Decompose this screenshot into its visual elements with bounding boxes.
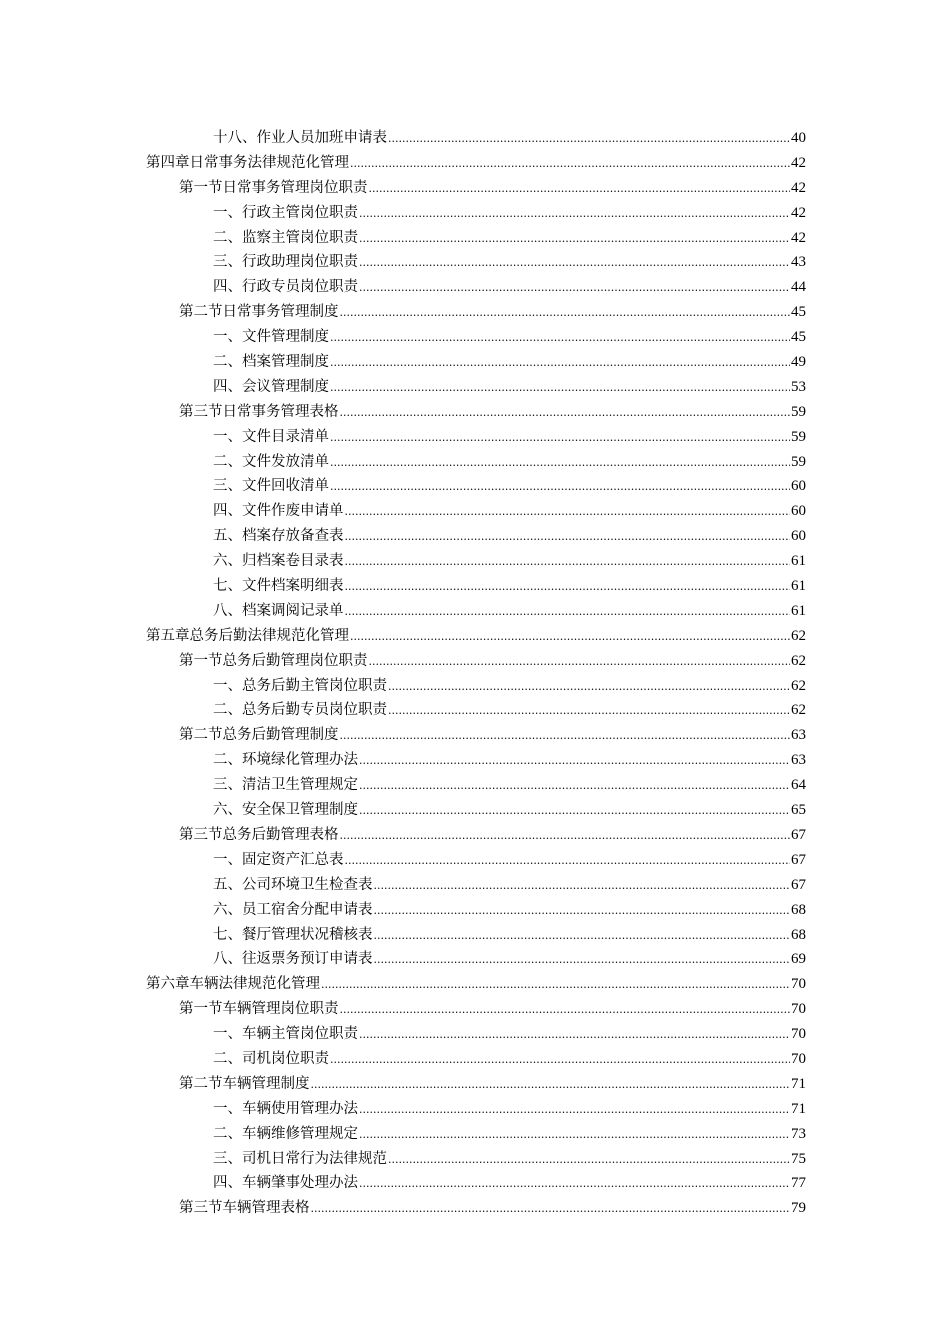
toc-entry[interactable] <box>146 499 806 524</box>
toc-entry-page-number: 49 <box>791 354 806 371</box>
toc-entry-page-number: 67 <box>791 876 806 893</box>
dot-leader <box>374 899 791 924</box>
toc-entry[interactable] <box>146 1047 806 1072</box>
dot-leader <box>359 1123 790 1148</box>
toc-entry-page-number: 63 <box>791 752 806 769</box>
toc-entry-page-number: 44 <box>791 279 806 296</box>
toc-entry-title: 总务后勤管理制度 <box>222 727 339 744</box>
toc-entry-prefix: 四、 <box>213 279 242 296</box>
toc-entry-prefix: 二、 <box>213 1125 242 1142</box>
dot-leader <box>350 152 790 177</box>
toc-entry-title: 行政助理岗位职责 <box>242 254 358 271</box>
toc-entry-title: 环境绿化管理办法 <box>242 752 358 769</box>
dot-leader <box>345 575 791 600</box>
toc-entry-page-number: 42 <box>791 179 806 196</box>
dot-leader <box>340 824 791 849</box>
toc-entry[interactable] <box>146 549 806 574</box>
dot-leader <box>340 998 791 1023</box>
toc-entry-prefix: 一、 <box>213 329 242 346</box>
toc-entry-prefix: 八、 <box>213 951 242 968</box>
toc-entry-prefix: 第三节 <box>179 403 223 420</box>
toc-entry-page-number: 70 <box>791 1001 806 1018</box>
toc-entry-title: 日常事务管理制度 <box>222 304 339 321</box>
dot-leader <box>359 1098 790 1123</box>
toc-entry-page-number: 69 <box>791 951 806 968</box>
toc-entry-page-number: 63 <box>791 727 806 744</box>
dot-leader <box>340 301 791 326</box>
dot-leader <box>330 351 790 376</box>
dot-leader <box>350 625 790 650</box>
toc-entry-page-number: 43 <box>791 254 806 271</box>
toc-entry-title: 公司环境卫生检查表 <box>242 876 373 893</box>
toc-entry-prefix: 六、 <box>213 553 242 570</box>
toc-entry-title: 安全保卫管理制度 <box>242 802 358 819</box>
dot-leader <box>311 1197 791 1222</box>
dot-leader <box>330 376 790 401</box>
toc-entry-page-number: 42 <box>791 154 806 171</box>
toc-entry-page-number: 59 <box>791 428 806 445</box>
toc-entry-page-number: 79 <box>791 1200 806 1217</box>
toc-entry-title: 总务后勤管理岗位职责 <box>222 652 368 669</box>
dot-leader <box>388 127 790 152</box>
toc-entry[interactable] <box>146 574 806 599</box>
toc-entry[interactable] <box>146 275 806 300</box>
toc-entry[interactable] <box>146 524 806 549</box>
toc-entry-prefix: 第三节 <box>179 1200 223 1217</box>
toc-entry-prefix: 第三节 <box>179 826 223 843</box>
toc-entry-page-number: 64 <box>791 777 806 794</box>
toc-entry-prefix: 四、 <box>213 503 242 520</box>
toc-entry-title: 总务后勤法律规范化管理 <box>189 627 349 644</box>
toc-entry-page-number: 61 <box>791 602 806 619</box>
toc-entry-title: 车辆管理岗位职责 <box>222 1001 339 1018</box>
toc-entry-page-number: 42 <box>791 204 806 221</box>
toc-entry-title: 作业人员加班申请表 <box>256 130 387 146</box>
dot-leader <box>330 475 790 500</box>
toc-entry-page-number: 71 <box>791 1075 806 1092</box>
toc-entry-title: 日常事务管理岗位职责 <box>222 179 368 196</box>
toc-entry-title: 司机日常行为法律规范 <box>242 1150 387 1167</box>
toc-entry-title: 员工宿舍分配申请表 <box>242 901 373 918</box>
toc-entry-page-number: 59 <box>791 453 806 470</box>
toc-entry-page-number: 75 <box>791 1150 806 1167</box>
dot-leader <box>330 451 790 476</box>
toc-entry-page-number: 42 <box>791 229 806 246</box>
dot-leader <box>359 1172 790 1197</box>
toc-entry-prefix: 第六章 <box>146 976 190 993</box>
dot-leader <box>330 1048 790 1073</box>
dot-leader <box>330 326 790 351</box>
toc-entry[interactable] <box>146 997 806 1022</box>
toc-entry[interactable] <box>146 773 806 798</box>
toc-entry-page-number: 68 <box>791 926 806 943</box>
dot-leader <box>359 1023 790 1048</box>
toc-entry[interactable] <box>146 450 806 475</box>
toc-entry-page-number: 73 <box>791 1125 806 1142</box>
toc-entry-page-number: 60 <box>791 503 806 520</box>
toc-entry-title: 总务后勤专员岗位职责 <box>242 702 387 719</box>
toc-entry-page-number: 45 <box>791 329 806 346</box>
table-of-contents <box>146 126 806 1221</box>
toc-entry-prefix: 二、 <box>213 453 242 470</box>
toc-entry[interactable] <box>146 325 806 350</box>
dot-leader <box>359 774 790 799</box>
toc-entry-page-number: 40 <box>791 130 806 146</box>
dot-leader <box>359 227 790 252</box>
toc-entry-prefix: 第二节 <box>179 727 223 744</box>
toc-entry[interactable] <box>146 250 806 275</box>
toc-entry[interactable] <box>146 649 806 674</box>
toc-entry-page-number: 60 <box>791 528 806 545</box>
dot-leader <box>359 749 790 774</box>
toc-entry[interactable] <box>146 599 806 624</box>
toc-entry-title: 日常事务管理表格 <box>222 403 339 420</box>
toc-entry[interactable] <box>146 300 806 325</box>
toc-entry[interactable] <box>146 1171 806 1196</box>
toc-entry-page-number: 67 <box>791 851 806 868</box>
toc-entry[interactable] <box>146 151 806 176</box>
toc-entry-title: 文件作废申请单 <box>242 503 344 520</box>
toc-entry-prefix: 八、 <box>213 602 242 619</box>
toc-entry-page-number: 71 <box>791 1100 806 1117</box>
toc-entry-prefix: 第五章 <box>146 627 190 644</box>
toc-entry[interactable] <box>146 723 806 748</box>
toc-entry[interactable] <box>146 350 806 375</box>
toc-entry-page-number: 62 <box>791 652 806 669</box>
toc-entry-title: 档案调阅记录单 <box>242 602 344 619</box>
dot-leader <box>345 600 791 625</box>
toc-entry-page-number: 67 <box>791 826 806 843</box>
toc-entry[interactable] <box>146 698 806 723</box>
dot-leader <box>311 1073 791 1098</box>
toc-entry-prefix: 第二节 <box>179 304 223 321</box>
toc-entry[interactable] <box>146 1072 806 1097</box>
toc-entry[interactable] <box>146 1147 806 1172</box>
toc-entry[interactable] <box>146 624 806 649</box>
toc-entry-page-number: 61 <box>791 578 806 595</box>
toc-entry-prefix: 一、 <box>213 677 242 694</box>
dot-leader <box>359 276 790 301</box>
dot-leader <box>345 525 791 550</box>
toc-entry-title: 司机岗位职责 <box>242 1050 329 1067</box>
toc-entry-page-number: 70 <box>791 976 806 993</box>
dot-leader <box>345 500 791 525</box>
toc-entry[interactable] <box>146 400 806 425</box>
toc-entry[interactable] <box>146 972 806 997</box>
toc-entry-prefix: 二、 <box>213 229 242 246</box>
toc-entry[interactable] <box>146 798 806 823</box>
toc-entry-prefix: 第一节 <box>179 652 223 669</box>
toc-entry[interactable] <box>146 674 806 699</box>
toc-entry-title: 文件回收清单 <box>242 478 329 495</box>
toc-entry-page-number: 70 <box>791 1026 806 1043</box>
toc-entry-title: 车辆法律规范化管理 <box>189 976 320 993</box>
toc-entry-prefix: 三、 <box>213 478 242 495</box>
toc-entry-page-number: 61 <box>791 553 806 570</box>
toc-entry-prefix: 第二节 <box>179 1075 223 1092</box>
toc-entry[interactable] <box>146 1196 806 1221</box>
toc-entry[interactable] <box>146 848 806 873</box>
toc-entry-prefix: 三、 <box>213 777 242 794</box>
toc-entry-prefix: 六、 <box>213 901 242 918</box>
toc-entry[interactable] <box>146 1097 806 1122</box>
toc-entry-prefix: 四、 <box>213 378 242 395</box>
dot-leader <box>330 426 790 451</box>
dot-leader <box>388 1148 790 1173</box>
toc-entry-page-number: 70 <box>791 1050 806 1067</box>
dot-leader <box>345 550 791 575</box>
toc-entry-prefix: 第一节 <box>179 179 223 196</box>
toc-entry[interactable] <box>146 873 806 898</box>
toc-entry-title: 车辆肇事处理办法 <box>242 1175 358 1192</box>
toc-entry-title: 清洁卫生管理规定 <box>242 777 358 794</box>
toc-entry-prefix: 一、 <box>213 851 242 868</box>
toc-entry-prefix: 第四章 <box>146 154 190 171</box>
toc-entry-title: 文件档案明细表 <box>242 578 344 595</box>
toc-entry-title: 文件目录清单 <box>242 428 329 445</box>
toc-entry-title: 总务后勤主管岗位职责 <box>242 677 387 694</box>
dot-leader <box>345 849 791 874</box>
dot-leader <box>374 924 791 949</box>
dot-leader <box>321 973 790 998</box>
dot-leader <box>369 177 791 202</box>
toc-entry[interactable] <box>146 947 806 972</box>
toc-entry[interactable] <box>146 126 806 151</box>
toc-entry-prefix: 一、 <box>213 1100 242 1117</box>
toc-entry-title: 会议管理制度 <box>242 378 329 395</box>
toc-entry[interactable] <box>146 474 806 499</box>
toc-entry-prefix: 十八、 <box>213 130 257 146</box>
toc-entry-title: 文件发放清单 <box>242 453 329 470</box>
toc-entry-page-number: 62 <box>791 627 806 644</box>
dot-leader <box>359 799 790 824</box>
toc-entry-title: 总务后勤管理表格 <box>222 826 339 843</box>
toc-entry-title: 固定资产汇总表 <box>242 851 344 868</box>
toc-entry-page-number: 53 <box>791 378 806 395</box>
toc-entry-prefix: 六、 <box>213 802 242 819</box>
toc-entry-prefix: 第一节 <box>179 1001 223 1018</box>
toc-entry-page-number: 60 <box>791 478 806 495</box>
toc-entry-prefix: 七、 <box>213 926 242 943</box>
toc-entry-prefix: 七、 <box>213 578 242 595</box>
dot-leader <box>340 401 791 426</box>
toc-entry[interactable] <box>146 375 806 400</box>
toc-entry-title: 行政主管岗位职责 <box>242 204 358 221</box>
toc-entry-prefix: 四、 <box>213 1175 242 1192</box>
toc-entry-title: 车辆管理制度 <box>222 1075 310 1092</box>
dot-leader <box>359 251 790 276</box>
toc-entry-title: 车辆使用管理办法 <box>242 1100 358 1117</box>
toc-entry[interactable] <box>146 748 806 773</box>
toc-entry-title: 餐厅管理状况稽核表 <box>242 926 373 943</box>
toc-entry-prefix: 三、 <box>213 1150 242 1167</box>
toc-entry-prefix: 一、 <box>213 1026 242 1043</box>
toc-entry-prefix: 二、 <box>213 752 242 769</box>
toc-entry-page-number: 62 <box>791 677 806 694</box>
toc-entry-page-number: 62 <box>791 702 806 719</box>
dot-leader <box>340 724 791 749</box>
dot-leader <box>374 948 791 973</box>
toc-entry[interactable] <box>146 1122 806 1147</box>
toc-entry[interactable] <box>146 823 806 848</box>
dot-leader <box>359 202 790 227</box>
toc-entry[interactable] <box>146 425 806 450</box>
toc-entry-title: 档案存放备查表 <box>242 528 344 545</box>
toc-entry-title: 日常事务法律规范化管理 <box>189 154 349 171</box>
toc-entry-page-number: 65 <box>791 802 806 819</box>
toc-entry-prefix: 二、 <box>213 354 242 371</box>
dot-leader <box>374 874 791 899</box>
toc-entry-title: 档案管理制度 <box>242 354 329 371</box>
toc-entry[interactable] <box>146 176 806 201</box>
dot-leader <box>369 650 791 675</box>
toc-entry-page-number: 77 <box>791 1175 806 1192</box>
toc-entry-prefix: 二、 <box>213 702 242 719</box>
toc-entry[interactable] <box>146 226 806 251</box>
toc-entry-page-number: 68 <box>791 901 806 918</box>
toc-entry-prefix: 五、 <box>213 528 242 545</box>
toc-entry-title: 车辆维修管理规定 <box>242 1125 358 1142</box>
toc-entry-prefix: 二、 <box>213 1050 242 1067</box>
toc-entry-prefix: 五、 <box>213 876 242 893</box>
toc-entry-page-number: 59 <box>791 403 806 420</box>
toc-entry-prefix: 一、 <box>213 204 242 221</box>
toc-entry[interactable] <box>146 923 806 948</box>
toc-entry-page-number: 45 <box>791 304 806 321</box>
dot-leader <box>388 699 790 724</box>
toc-entry-title: 归档案卷目录表 <box>242 553 344 570</box>
toc-entry-title: 监察主管岗位职责 <box>242 229 358 246</box>
toc-entry[interactable] <box>146 201 806 226</box>
toc-entry-title: 文件管理制度 <box>242 329 329 346</box>
toc-entry[interactable] <box>146 1022 806 1047</box>
dot-leader <box>388 675 790 700</box>
toc-entry-title: 行政专员岗位职责 <box>242 279 358 296</box>
toc-entry-title: 车辆主管岗位职责 <box>242 1026 358 1043</box>
toc-entry[interactable] <box>146 898 806 923</box>
toc-entry-title: 往返票务预订申请表 <box>242 951 373 968</box>
toc-entry-prefix: 三、 <box>213 254 242 271</box>
toc-entry-title: 车辆管理表格 <box>222 1200 310 1217</box>
toc-entry-prefix: 一、 <box>213 428 242 445</box>
